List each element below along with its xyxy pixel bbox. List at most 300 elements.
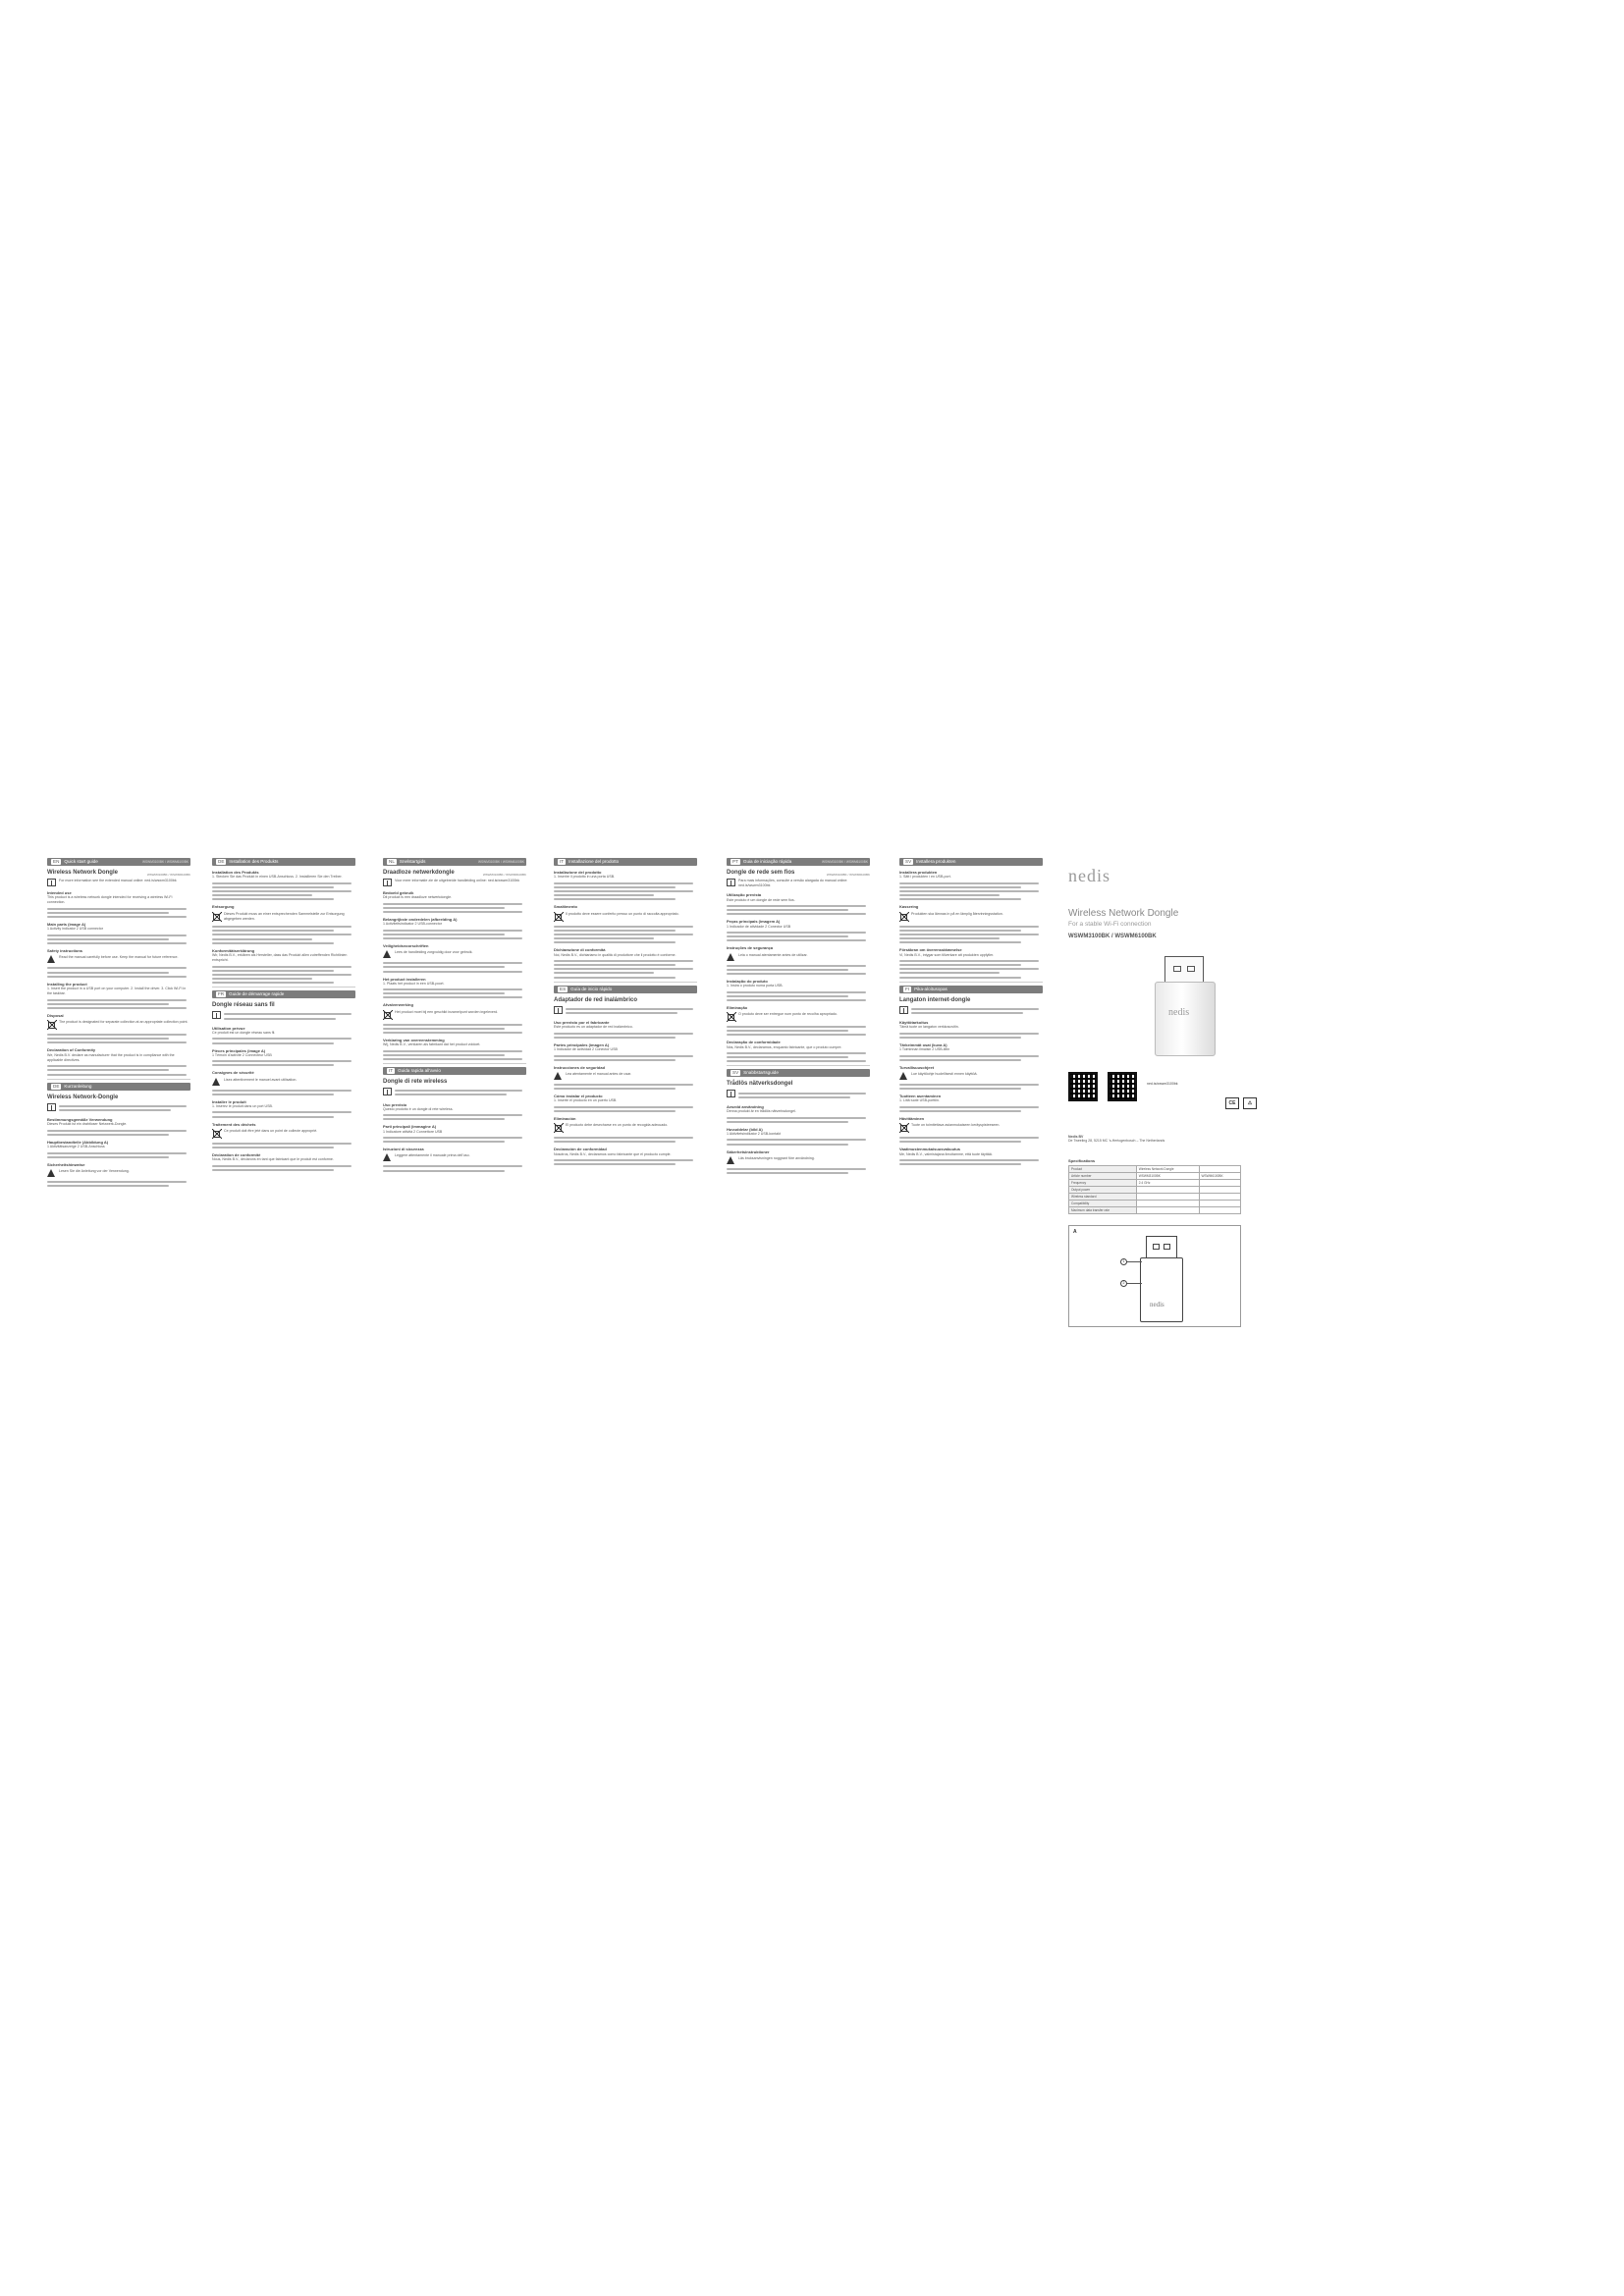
text-lines: [899, 1055, 1043, 1061]
text-lines: [554, 1033, 697, 1039]
text-line: [727, 1121, 848, 1123]
ce-mark-icon: CE: [1225, 1097, 1239, 1109]
text-line: [554, 1163, 676, 1165]
text-line: [47, 1181, 187, 1183]
product-title-text: Langaton internet-dongle: [899, 996, 971, 1003]
text-line: [899, 894, 1000, 896]
warning-icon: [383, 1153, 392, 1161]
manual-book-icon: [47, 879, 56, 886]
product-title-text: Adaptador de red inalámbrico: [554, 996, 638, 1003]
spec-value: [1136, 1201, 1199, 1207]
language-column: [899, 858, 1043, 1167]
usb-plug: [1164, 956, 1204, 983]
section-text: Questo prodotto è un dongle di rete wireless.: [383, 1106, 454, 1111]
language-code: DE: [53, 1083, 60, 1089]
product-title: [47, 869, 190, 877]
wheelie-bin-icon: [554, 912, 563, 922]
text-line: [899, 964, 1021, 966]
text-lines: [383, 962, 526, 972]
section-heading: Veiligheidsvoorschriften: [383, 942, 429, 948]
section-text: Leia o manual atentamente antes de utilizar.: [738, 952, 808, 957]
text-line: [383, 1118, 505, 1120]
language-name: Snabbstartsguide: [743, 1070, 779, 1076]
divider: [212, 987, 355, 988]
text-line: [47, 972, 169, 974]
manual-note-text: Para mais informações, consulte a versão alargada do manual online: ned.is/wswm3100bk: [738, 879, 848, 888]
text-line: [212, 1038, 352, 1040]
text-lines: [727, 932, 870, 941]
text-line: [383, 1054, 505, 1056]
wheelie-bin-icon: [212, 912, 221, 922]
language-header: [727, 1069, 870, 1077]
text-line: [727, 1172, 848, 1174]
section-text: Ce produit est un dongle réseau sans fil.: [212, 1031, 276, 1036]
spec-value: [1199, 1187, 1240, 1194]
product-title-text: Dongle di rete wireless: [383, 1079, 448, 1086]
text-line: [212, 934, 352, 935]
text-lines: [554, 960, 697, 979]
text-lines: [727, 905, 870, 915]
language-code: PT: [732, 859, 738, 864]
text-lines: [727, 965, 870, 975]
manual-book-icon: [47, 1103, 56, 1111]
section-text: We, Nedis B.V. declare as manufacturer that the product is in compliance with the applicable directives.: [47, 1052, 175, 1062]
figure-a: [1068, 1225, 1241, 1327]
section-text: 1 Indicador de atividade 2 Conector USB: [727, 924, 791, 929]
section-text: 1 Activiteitsindicator 2 USB-connector: [383, 922, 442, 927]
section-text: Dieses Produkt muss an einer entsprechenden Sammelstelle zur Entsorgung abgegeben werden.: [224, 911, 345, 921]
text-line: [212, 890, 352, 892]
section-heading: Säkerhetsinstruktioner: [727, 1148, 770, 1154]
section-text: 1 Aktivitetsindikator 2 USB-kontakt: [727, 1131, 781, 1136]
text-lines: [212, 1038, 355, 1043]
section-heading: Bestimmungsgemäße Verwendung: [47, 1117, 113, 1123]
text-lines: [212, 1143, 355, 1148]
text-line: [554, 1033, 693, 1035]
cover-subtitle: For a stable Wi-Fi connection: [1068, 921, 1152, 928]
section-heading: Utilização prevista: [727, 892, 762, 898]
section-heading: Eliminação: [727, 1004, 748, 1010]
section-note: [212, 1129, 355, 1139]
text-line: [47, 1185, 169, 1187]
section-heading: Kassering: [899, 904, 919, 910]
text-line: [212, 894, 312, 896]
section-text: Lea atentamente el manual antes de usar.: [566, 1071, 632, 1076]
text-line: [383, 1050, 522, 1052]
section-heading: Avsedd användning: [727, 1104, 764, 1109]
text-lines: [899, 960, 1043, 979]
text-lines: [47, 1130, 190, 1136]
text-line: [727, 965, 866, 967]
text-line: [383, 971, 522, 973]
section-text: Denna produkt är en trådlös nätverksdongel.: [727, 1109, 796, 1114]
section-text: 1 Témoin d'activité 2 Connecteur USB: [212, 1052, 272, 1057]
language-code: IT: [389, 1068, 394, 1074]
text-lines: [383, 988, 526, 998]
text-lines: [727, 1052, 870, 1062]
section-heading: Instruções de segurança: [727, 945, 774, 951]
section-heading: Peças principais (imagem A): [727, 919, 781, 925]
text-line: [899, 1159, 1039, 1161]
text-line: [911, 1012, 1023, 1014]
cover-title: Wireless Network Dongle: [1068, 908, 1179, 919]
language-header: [554, 986, 697, 993]
product-title: [47, 1094, 190, 1101]
text-lines: [212, 882, 355, 901]
section-heading: Entsorgung: [212, 904, 235, 910]
section-heading: Uso previsto por el fabricante: [554, 1020, 610, 1026]
qr-code[interactable]: [1108, 1072, 1137, 1101]
text-line: [47, 1156, 169, 1158]
text-lines: [383, 903, 526, 913]
section-text: Wij, Nedis B.V., verklaren als fabrikant dat het product voldoet.: [383, 1042, 481, 1047]
text-line: [212, 982, 334, 984]
section-heading: Istruzioni di sicurezza: [383, 1147, 424, 1152]
section-note: [899, 1123, 1043, 1133]
manual-note: [47, 1103, 190, 1114]
section-heading: Tuotteen asentaminen: [899, 1094, 942, 1099]
text-line: [899, 1088, 1021, 1090]
section-heading: Disposal: [47, 1012, 64, 1018]
language-code: EN: [53, 859, 60, 864]
text-line: [383, 1058, 522, 1060]
text-lines: [59, 1105, 190, 1111]
wheelie-bin-icon: [212, 1129, 221, 1139]
wheelie-bin-icon: [899, 912, 908, 922]
text-line: [554, 1059, 676, 1061]
text-line: [224, 1018, 336, 1020]
section-text: 1. Inserire il prodotto in una porta USB.: [554, 875, 616, 880]
specifications-table: [1068, 1158, 1241, 1214]
text-line: [727, 1034, 866, 1036]
figure-device-logo: nedis: [1150, 1301, 1164, 1308]
text-line: [899, 1033, 1039, 1035]
manual-note-lines: [224, 1011, 355, 1022]
language-code: DE: [218, 859, 225, 864]
text-line: [47, 1134, 169, 1136]
spec-row: [1069, 1187, 1241, 1194]
product-title: [383, 1078, 526, 1086]
section-heading: Installazione del prodotto: [554, 870, 602, 875]
section-text: Vi, Nedis B.V., intygar som tillverkare att produkten uppfyller.: [899, 952, 995, 957]
text-lines: [566, 1008, 697, 1014]
manual-book-icon: [212, 1011, 221, 1019]
product-title: [383, 869, 526, 877]
text-line: [554, 960, 693, 962]
qr-codes: [1068, 1072, 1178, 1101]
language-header: [383, 858, 526, 866]
manual-note: [47, 879, 190, 886]
text-lines: [212, 1165, 355, 1171]
text-line: [554, 1055, 693, 1057]
text-line: [554, 968, 693, 970]
doc-reference: WSWM3100BK / WSWM6100BK: [142, 860, 189, 864]
device-body: [1155, 982, 1216, 1056]
section-text: 1. Inserte el producto en un puerto USB.: [554, 1098, 618, 1103]
text-line: [727, 1030, 848, 1032]
text-line: [383, 930, 522, 932]
section-heading: Pièces principales (image A): [212, 1047, 266, 1053]
wheelie-bin-icon: [383, 1010, 392, 1020]
text-line: [899, 941, 1021, 943]
spec-value: WSWM3100BK: [1136, 1173, 1199, 1180]
text-line: [727, 905, 866, 907]
language-header: [554, 858, 697, 866]
manual-book-icon: [383, 1088, 392, 1095]
text-line: [212, 966, 352, 968]
spec-value: [1136, 1187, 1199, 1194]
text-lines: [554, 1159, 697, 1165]
wheelie-bin-icon: [899, 1123, 908, 1133]
text-line: [47, 934, 187, 936]
section-text: Dieses Produkt ist ein drahtloser Netzwerk-Dongle.: [47, 1122, 128, 1127]
text-line: [899, 1137, 1039, 1139]
section-text: Läs bruksanvisningen noggrant före användning.: [738, 1155, 815, 1160]
text-lines: [212, 1060, 355, 1066]
spec-value: Wireless Network Dongle: [1136, 1166, 1199, 1173]
text-line: [554, 1106, 693, 1108]
section-heading: Declaration of Conformity: [47, 1047, 96, 1053]
section-note: [383, 1010, 526, 1020]
warning-icon: [727, 953, 735, 961]
manual-note: [383, 1088, 526, 1098]
manual-note-lines: [738, 1090, 870, 1100]
warning-icon: [212, 1078, 221, 1086]
text-line: [212, 942, 334, 944]
text-lines: [212, 926, 355, 944]
section-heading: Hävittäminen: [899, 1115, 925, 1121]
section-heading: Het product installeren: [383, 976, 426, 982]
section-heading: Instrucciones de seguridad: [554, 1064, 606, 1070]
spec-value: [1136, 1207, 1199, 1214]
divider: [47, 1079, 190, 1080]
spec-row: [1069, 1180, 1241, 1187]
section-heading: Safety instructions: [47, 948, 83, 954]
section-text: 1. Insira o produto numa porta USB.: [727, 984, 784, 988]
article-number: WSWM3100BK / WSWM6100BK: [826, 873, 870, 877]
section-text: 1. Plaats het product in een USB-poort.: [383, 981, 445, 986]
section-text: 1 Toiminnan ilmaisin 2 USB-liitin: [899, 1047, 950, 1052]
text-line: [383, 1028, 505, 1030]
warning-icon: [47, 1169, 56, 1177]
section-heading: Main parts (image A): [47, 922, 86, 928]
text-lines: [224, 1013, 355, 1019]
text-line: [383, 1032, 522, 1034]
section-note: [47, 955, 190, 963]
language-header: [727, 858, 870, 866]
product-title-text: Draadloze netwerkdongle: [383, 870, 455, 876]
text-line: [727, 1139, 866, 1141]
text-line: [899, 1163, 1021, 1165]
text-line: [212, 1090, 352, 1092]
text-line: [554, 930, 676, 932]
text-line: [59, 1105, 187, 1107]
text-line: [383, 911, 522, 913]
text-line: [212, 1042, 334, 1044]
text-line: [554, 1084, 693, 1086]
text-lines: [899, 1033, 1043, 1039]
section-heading: Dichiarazione di conformità: [554, 947, 606, 953]
doc-reference: WSWM3100BK / WSWM6100BK: [822, 860, 868, 864]
section-heading: Parti principali (immagine A): [383, 1124, 437, 1130]
section-heading: Utilisation prévue: [212, 1025, 245, 1031]
article-number: WSWM3100BK / WSWM6100BK: [482, 873, 526, 877]
section-note: [554, 912, 697, 922]
text-lines: [554, 1084, 697, 1090]
section-heading: Afvalverwerking: [383, 1002, 413, 1008]
section-heading: Vaatimustenmukaisuusvakuutus: [899, 1147, 961, 1152]
text-line: [47, 1152, 187, 1154]
section-text: El producto debe desecharse en un punto de recogida adecuado.: [566, 1123, 669, 1128]
text-line: [738, 1096, 850, 1098]
text-line: [899, 977, 1021, 979]
text-line: [899, 926, 1039, 928]
text-line: [554, 1088, 676, 1090]
section-text: Read the manual carefully before use. Keep the manual for future reference.: [59, 955, 179, 960]
text-lines: [554, 926, 697, 944]
text-line: [727, 939, 866, 941]
figure-usb-plug: [1146, 1236, 1177, 1258]
text-line: [899, 937, 1000, 939]
section-heading: Verklaring van overeenstemming: [383, 1038, 445, 1043]
text-line: [383, 1024, 522, 1026]
section-heading: Hauptbestandteile (Abbildung A): [47, 1139, 109, 1145]
language-code: SV: [732, 1070, 739, 1076]
text-lines: [383, 930, 526, 939]
text-lines: [899, 1084, 1043, 1090]
manual-book-icon: [383, 879, 392, 886]
text-line: [395, 1090, 522, 1092]
text-line: [727, 973, 866, 975]
text-line: [554, 1037, 676, 1039]
section-text: Ce produit doit être jeté dans un point de collecte approprié.: [224, 1128, 318, 1133]
language-name: Guide de démarrage rapide: [229, 991, 285, 997]
section-text: Nosotros, Nedis B.V., declaramos como fabricante que el producto cumple.: [554, 1151, 672, 1156]
text-lines: [47, 1065, 190, 1075]
spec-row: [1069, 1201, 1241, 1207]
product-title: [554, 996, 697, 1004]
text-line: [383, 1141, 505, 1143]
divider: [899, 982, 1043, 983]
manual-note-lines: [395, 1088, 526, 1098]
text-line: [899, 972, 1000, 974]
language-name: Guida rapida all'avvio: [398, 1068, 441, 1074]
language-header: [383, 1067, 526, 1075]
text-lines: [899, 926, 1043, 944]
section-note: [727, 953, 870, 961]
text-lines: [727, 1168, 870, 1174]
text-line: [554, 898, 676, 900]
text-line: [554, 1110, 676, 1112]
section-heading: Declaración de conformidad: [554, 1147, 607, 1152]
section-text: Lisez attentivement le manuel avant utilisation.: [224, 1077, 298, 1082]
section-text: Tuote on toimitettava asianmukaiseen keräyspisteeseen.: [911, 1123, 1001, 1128]
qr-code[interactable]: [1068, 1072, 1098, 1101]
manual-book-icon: [554, 1006, 563, 1014]
doc-reference: WSWM3100BK / WSWM6100BK: [478, 860, 524, 864]
text-line: [554, 926, 693, 928]
text-line: [383, 907, 505, 909]
text-line: [212, 1064, 334, 1066]
section-text: Nós, Nedis B.V., declaramos, enquanto fabricante, que o produto cumpre.: [727, 1044, 842, 1049]
figure-device-body: [1140, 1257, 1183, 1322]
text-line: [899, 1106, 1039, 1108]
text-line: [47, 938, 169, 940]
warning-icon: [47, 955, 56, 963]
text-line: [47, 1007, 187, 1009]
text-line: [47, 1069, 169, 1071]
language-code: ES: [560, 986, 567, 991]
language-column: [383, 858, 526, 1174]
product-title: [727, 1080, 870, 1088]
section-heading: Käyttötarkoitus: [899, 1020, 929, 1026]
section-note: [383, 950, 526, 958]
text-line: [212, 1116, 334, 1118]
section-text: Este producto es un adaptador de red inalámbrico.: [554, 1025, 633, 1030]
language-header: [47, 1083, 190, 1091]
text-line: [554, 1137, 693, 1139]
text-lines: [383, 1165, 526, 1171]
section-heading: Traitement des déchets: [212, 1121, 256, 1127]
section-heading: Déclaration de conformité: [212, 1151, 261, 1157]
text-line: [727, 1026, 866, 1028]
text-line: [47, 1034, 187, 1036]
text-line: [727, 1168, 866, 1170]
text-line: [738, 1093, 866, 1095]
section-note: [727, 1156, 870, 1164]
text-line: [899, 886, 1021, 888]
text-line: [383, 937, 522, 939]
spec-row: [1069, 1166, 1241, 1173]
text-line: [727, 935, 848, 937]
section-heading: Installing the product: [47, 981, 87, 987]
section-text: Wir, Nedis B.V., erklären als Hersteller, dass das Produkt allen zutreffenden Richtlinien entspricht.: [212, 952, 348, 963]
section-heading: Partes principales (imagen A): [554, 1041, 610, 1047]
text-line: [566, 1012, 677, 1014]
product-title-text: Wireless Network-Dongle: [47, 1094, 119, 1100]
manual-note: [899, 1006, 1043, 1017]
text-line: [47, 942, 187, 944]
section-note: [899, 1072, 1043, 1080]
text-lines: [554, 1106, 697, 1112]
language-header: [899, 858, 1043, 866]
manual-note-text: Voor meer informatie zie de uitgebreide handleiding online: ned.is/wswm3100bk: [395, 879, 520, 882]
text-line: [899, 882, 1039, 884]
section-heading: Smaltimento: [554, 904, 578, 910]
text-line: [212, 930, 334, 932]
text-line: [727, 1052, 866, 1054]
callout-leader: [1126, 1283, 1142, 1284]
device-logo: nedis: [1168, 1007, 1190, 1018]
section-text: 1 Indicador de actividad 2 Conector USB: [554, 1047, 618, 1052]
text-lines: [47, 908, 190, 918]
text-line: [383, 1170, 505, 1172]
language-header: [47, 858, 190, 866]
language-header: [899, 986, 1043, 993]
text-line: [899, 1141, 1021, 1143]
text-line: [47, 1041, 187, 1043]
divider: [554, 982, 697, 983]
section-note: [899, 912, 1043, 922]
text-line: [59, 1109, 171, 1111]
text-lines: [383, 1024, 526, 1034]
text-line: [899, 1110, 1021, 1112]
spec-value: [1199, 1201, 1240, 1207]
text-line: [47, 912, 169, 914]
wheelie-bin-icon: [47, 1020, 56, 1030]
text-line: [911, 1008, 1039, 1010]
section-note: [727, 1012, 870, 1022]
